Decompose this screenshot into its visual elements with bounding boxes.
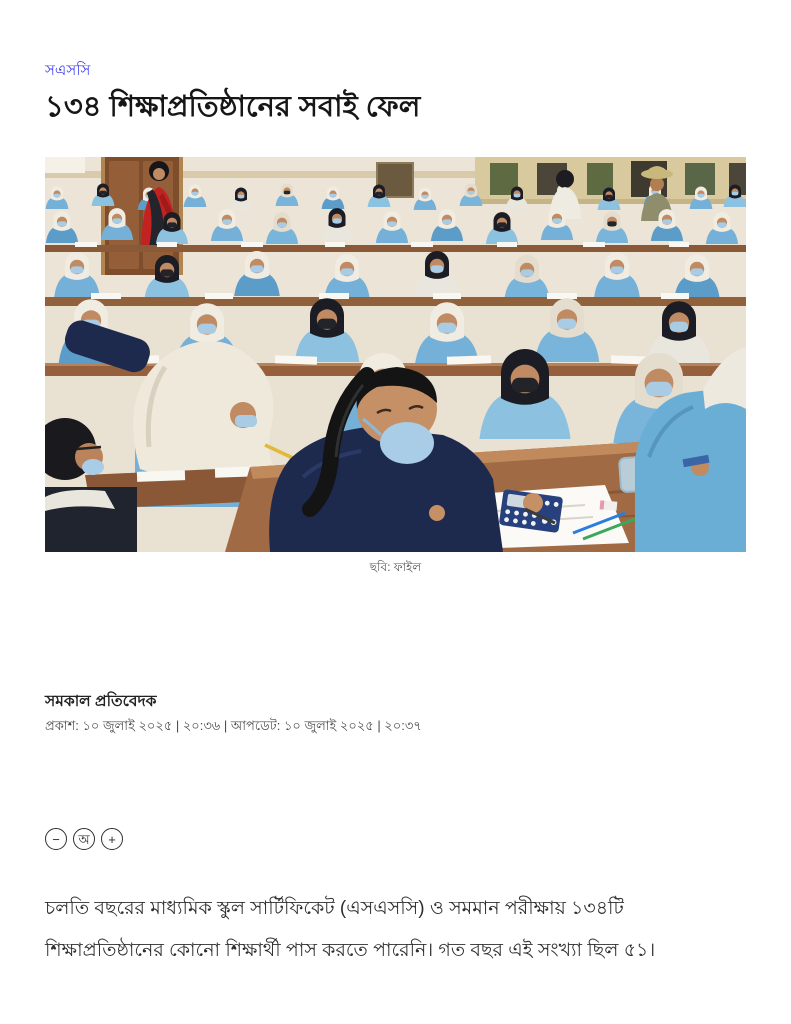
photo-caption: ছবি: ফাইল [369,560,422,574]
font-reset-button[interactable]: অ [73,828,95,850]
byline: সমকাল প্রতিবেদক [45,693,157,710]
article-photo [45,157,746,552]
article-body-paragraph: চলতি বছরের মাধ্যমিক স্কুল সার্টিফিকেট (এসএসসি) ও সমমান পরীক্ষায় ১৩৪টি শিক্ষাপ্রতিষ্ঠানের কোনো শিক্ষার্থী পাস করতে পারেনি। গত বছর এই সংখ্যা ছিল ৫১। [45,898,656,961]
article-figure [45,157,746,575]
article-headline: ১৩৪ শিক্ষাপ্রতিষ্ঠানের সবাই ফেল [45,91,421,123]
publish-timestamp: প্রকাশ: ১০ জুলাই ২০২৫ | ২০:৩৬ | আপডেট: ১০ জুলাই ২০২৫ | ২০:৩৭ [45,718,422,733]
font-increase-button[interactable]: + [101,828,123,850]
font-size-controls [45,828,746,850]
category-link[interactable]: সএসসি [45,62,91,79]
font-decrease-button[interactable]: − [45,828,67,850]
